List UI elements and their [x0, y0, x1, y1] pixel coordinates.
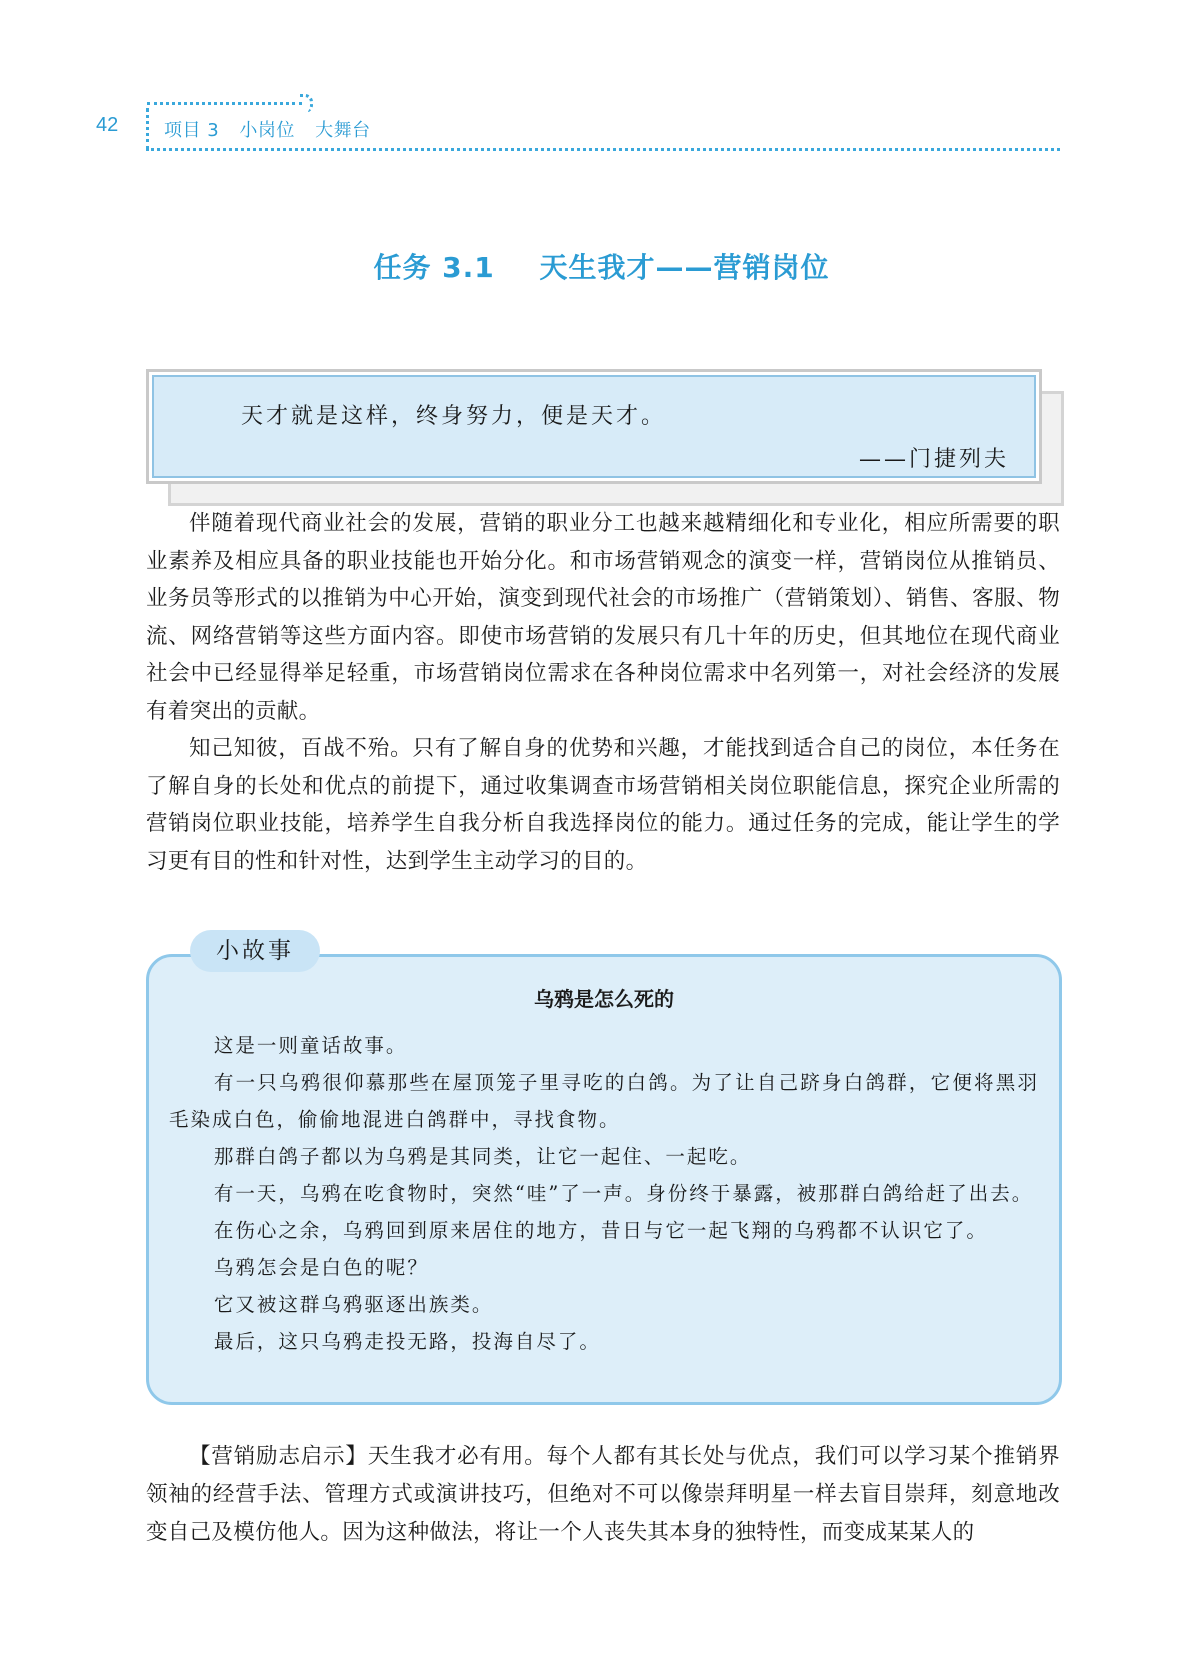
story-line: 它又被这群乌鸦驱逐出族类。 [213, 1293, 494, 1316]
task-number: 任务 3.1 [373, 251, 495, 284]
running-head-subtitle: 大舞台 [315, 120, 371, 141]
header-dotted-rule-top [147, 102, 302, 105]
header-dotted-curl [300, 94, 313, 113]
header-dotted-rule-bottom [146, 148, 1060, 151]
running-head [164, 116, 385, 142]
quote-author: ——门捷列夫 [858, 447, 1009, 472]
story-title: 乌鸦是怎么死的 [534, 987, 674, 1011]
running-head-project: 项目 3 [164, 120, 220, 141]
story-line: 有一天，乌鸦在吃食物时，突然“哇”了一声。身份终于暴露，被那群白鸽给赶了出去。 [213, 1182, 1034, 1205]
page-number: 42 [96, 114, 119, 136]
header-dotted-rule-left [146, 108, 149, 150]
paragraph: 知己知彼，百战不殆。只有了解自身的优势和兴趣，才能找到适合自己的岗位，本任务在了解自身的长处和优点的前提下，通过收集调查市场营销相关岗位职能信息，探究企业所需的营销岗位职业技能，培养学生自我分析自我选择岗位的能力。通过任务的完成，能让学生的学习更有目的性和针对性，达到学生主动学习的目的。 [146, 736, 1060, 874]
story-line: 有一只乌鸦很仰慕那些在屋顶笼子里寻吃的白鸽。为了让自己跻身白鸽群，它便将黑羽毛染成白色，偷偷地混进白鸽群中，寻找食物。 [169, 1071, 1039, 1131]
story-box [146, 954, 1062, 1405]
story-line: 这是一则童话故事。 [213, 1034, 408, 1057]
paragraph: 伴随着现代商业社会的发展，营销的职业分工也越来越精细化和专业化，相应所需要的职业素养及相应具备的职业技能也开始分化。和市场营销观念的演变一样，营销岗位从推销员、业务员等形式的以推销为中心开始，演变到现代社会的市场推广（营销策划）、销售、客服、物流、网络营销等这些方面内容。即使市场营销的发展只有几十年的历史，但其地位在现代商业社会中已经显得举足轻重，市场营销岗位需求在各种岗位需求中名列第一，对社会经济的发展有着突出的贡献。 [146, 511, 1060, 724]
story-line: 那群白鸽子都以为乌鸦是其同类，让它一起住、一起吃。 [213, 1145, 752, 1168]
running-head-section: 小岗位 [239, 120, 295, 141]
story-line: 最后，这只乌鸦走投无路，投海自尽了。 [213, 1330, 601, 1353]
story-line: 乌鸦怎会是白色的呢？ [213, 1256, 429, 1279]
story-text [169, 1027, 1039, 1360]
story-line: 在伤心之余，乌鸦回到原来居住的地方，昔日与它一起飞翔的乌鸦都不认识它了。 [213, 1219, 988, 1242]
task-title-text: 天生我才——营销岗位 [539, 251, 830, 284]
quote-text: 天才就是这样，终身努力，便是天才。 [241, 404, 667, 429]
quote-box [146, 369, 1042, 484]
story-tab-label: 小故事 [190, 930, 320, 972]
task-title [0, 246, 1203, 286]
body-text [146, 505, 1060, 880]
lesson-paragraph: 【营销励志启示】天生我才必有用。每个人都有其长处与优点，我们可以学习某个推销界领袖的经营手法、管理方式或演讲技巧，但绝对不可以像崇拜明星一样去盲目崇拜，刻意地改变自己及模仿他人。因为这种做法，将让一个人丧失其本身的独特性，而变成某某人的 [146, 1444, 1060, 1545]
